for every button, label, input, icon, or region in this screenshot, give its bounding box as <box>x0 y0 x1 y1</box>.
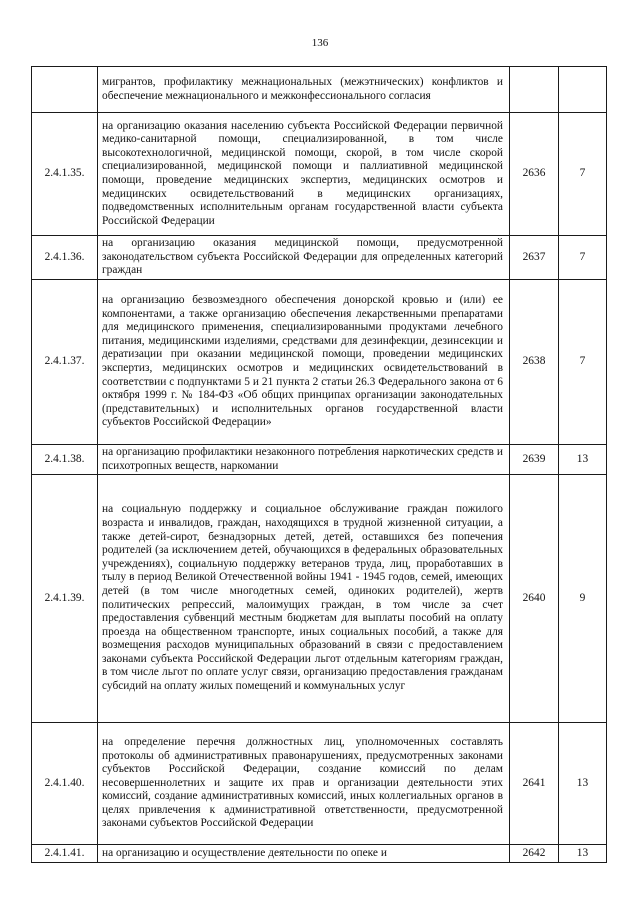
row-number: 2638 <box>510 280 559 445</box>
row-code: 2.4.1.41. <box>32 845 98 863</box>
row-description: на организацию и осуществление деятельности по опеке и <box>98 845 510 863</box>
row-group: 7 <box>559 113 607 236</box>
row-group: 13 <box>559 723 607 845</box>
row-group: 7 <box>559 280 607 445</box>
row-number <box>510 67 559 113</box>
row-group <box>559 67 607 113</box>
row-number: 2637 <box>510 236 559 280</box>
row-number: 2641 <box>510 723 559 845</box>
table-row <box>32 475 607 723</box>
row-number: 2642 <box>510 845 559 863</box>
table-row <box>32 445 607 475</box>
row-code: 2.4.1.36. <box>32 236 98 280</box>
row-description: на организацию оказания населению субъекта Российской Федерации первичной медико-санитарной помощи, специализированной, в том числе высокотехнологичной, медицинской помощи, скорой, в том числе скорой специализированной, медицинской помощи и паллиативной медицинской помощи, проведение медицинских экспертиз, медицинских осмотров и медицинских освидетельствований в медицинских организациях, подведомственных исполнительным органам государственной власти субъекта Российской Федерации <box>98 113 510 236</box>
row-number: 2636 <box>510 113 559 236</box>
row-description: мигрантов, профилактику межнациональных (межэтнических) конфликтов и обеспечение межнационального и межконфессионального согласия <box>98 67 510 113</box>
table-row <box>32 67 607 113</box>
row-group: 13 <box>559 845 607 863</box>
page-number: 136 <box>311 37 329 49</box>
table-row <box>32 280 607 445</box>
row-code: 2.4.1.38. <box>32 445 98 475</box>
table-row <box>32 723 607 845</box>
row-description: на организацию оказания медицинской помощи, предусмотренной законодательством субъекта Российской Федерации для определенных категорий граждан <box>98 236 510 280</box>
table-row <box>32 845 607 863</box>
row-number: 2639 <box>510 445 559 475</box>
row-group: 9 <box>559 475 607 723</box>
budget-codes-table <box>31 66 607 863</box>
row-group: 7 <box>559 236 607 280</box>
row-code: 2.4.1.40. <box>32 723 98 845</box>
row-number: 2640 <box>510 475 559 723</box>
row-description: на социальную поддержку и социальное обслуживание граждан пожилого возраста и инвалидов, граждан, находящихся в трудной жизненной ситуации, а также детей-сирот, безнадзорных детей, детей, оставшихся без попечения родителей (за исключением детей, обучающихся в федеральных образовательных учреждениях), социальную поддержку ветеранов труда, лиц, проработавших в тылу в период Великой Отечественной войны 1941 - 1945 годов, семей, имеющих детей (в том числе многодетных семей, одиноких родителей), жертв политических репрессий, малоимущих граждан, в том числе за счет предоставления субвенций местным бюджетам для выплаты пособий на оплату проезда на общественном транспорте, иных социальных пособий, а также для возмещения расходов муниципальных образований в связи с предоставлением законами субъекта Российской Федерации льгот отдельным категориям граждан, в том числе льгот по оплате услуг связи, организацию предоставления гражданам субсидий на оплату жилых помещений и коммунальных услуг <box>98 475 510 723</box>
row-description: на организацию безвозмездного обеспечения донорской кровью и (или) ее компонентами, а также организацию обеспечения лекарственными препаратами для медицинского применения, специализированными продуктами лечебного питания, медицинскими изделиями, средствами для дезинфекции, дезинсекции и дератизации при оказании медицинской помощи, проведении медицинских экспертиз, медицинских осмотров и медицинских освидетельствований в соответствии с подпунктами 5 и 21 пункта 2 статьи 26.3 Федерального закона от 6 октября 1999 г. № 184-ФЗ «Об общих принципах организации законодательных (представительных) и исполнительных органов государственной власти субъектов Российской Федерации» <box>98 280 510 445</box>
row-code: 2.4.1.37. <box>32 280 98 445</box>
table-row <box>32 113 607 236</box>
row-description: на организацию профилактики незаконного потребления наркотических средств и психотропных веществ, наркомании <box>98 445 510 475</box>
row-code: 2.4.1.39. <box>32 475 98 723</box>
row-group: 13 <box>559 445 607 475</box>
row-code: 2.4.1.35. <box>32 113 98 236</box>
table-row <box>32 236 607 280</box>
row-description: на определение перечня должностных лиц, уполномоченных составлять протоколы об административных правонарушениях, предусмотренных законами субъектов Российской Федерации, создание комиссий по делам несовершеннолетних и защите их прав и организации деятельности этих комиссий, создание административных комиссий, иных коллегиальных органов в целях привлечения к административной ответственности, предусмотренной законами субъектов Российской Федерации <box>98 723 510 845</box>
row-code <box>32 67 98 113</box>
